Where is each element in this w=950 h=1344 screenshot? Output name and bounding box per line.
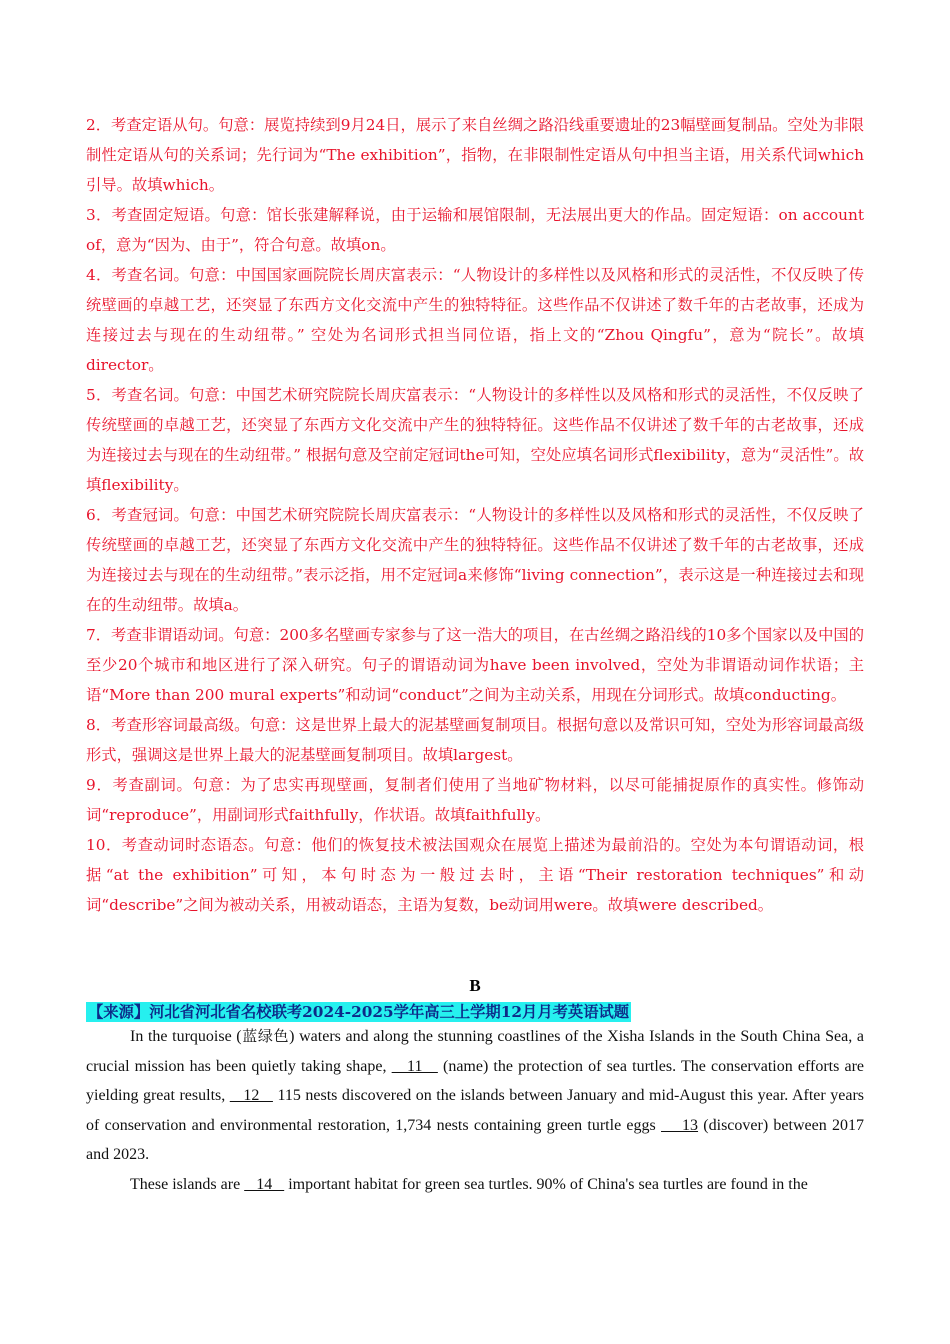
section-title: B <box>469 976 481 995</box>
answer-item: 8．考查形容词最高级。句意：这是世界上最大的泥基壁画复制项目。根据句意以及常识可知，空处为形容词最高级形式，强调这是世界上最大的泥基壁画复制项目。故填largest。 <box>86 716 864 764</box>
blank-12[interactable]: 12 <box>229 1087 273 1104</box>
blank-11[interactable]: 11 <box>391 1057 438 1075</box>
answer-item: 4．考查名词。句意：中国国家画院院长周庆富表示：“人物设计的多样性以及风格和形式的灵活性，不仅反映了传统壁画的卓越工艺，还突显了东西方文化交流中产生的独特特征。这些作品不仅讲述了数千年的古老故事，还成为连接过去与现在的生动纽带。” 空处为名词形式担当同位语，指上文的“Zhou Qingfu”，意为“院长”。故填director。 <box>86 266 864 374</box>
answer-item: 5．考查名词。句意：中国艺术研究院院长周庆富表示：“人物设计的多样性以及风格和形式的灵活性，不仅反映了传统壁画的卓越工艺，还突显了东西方文化交流中产生的独特特征。这些作品不仅讲述了数千年的古老故事，还成为连接过去与现在的生动纽带。” 根据句意及空前定冠词the可知，空处应填名词形式flexibility，意为“灵活性”。故填flexibility。 <box>86 386 864 494</box>
passage-text: These islands are <box>130 1175 245 1193</box>
answer-explanations <box>86 110 864 920</box>
answer-item: 3．考查固定短语。句意：馆长张建解释说，由于运输和展馆限制，无法展出更大的作品。固定短语：on account of，意为“因为、由于”，符合句意。故填on。 <box>86 206 864 254</box>
passage-paragraph <box>86 1170 864 1200</box>
passage-text: ) waters and along the stunning coastlines of the Xisha Islands in the South China Sea, a crucial mission has been quietly taking shape, <box>86 1028 864 1075</box>
passage-gloss: 蓝绿色 <box>241 1027 290 1045</box>
passage-text: important habitat for green sea turtles. 90% of China's sea turtles are found in the <box>284 1175 808 1193</box>
passage-text: (name) the protection of sea turtles. The conservation efforts are yielding great results, <box>86 1057 865 1104</box>
blank-13[interactable]: 13 <box>661 1116 699 1134</box>
blank-14[interactable]: 14 <box>244 1175 285 1193</box>
passage-text: 115 nests discovered on the islands between January and mid-August this year. After years of conservation and environmental restoration, 1,734 nests containing green turtle eggs <box>86 1087 864 1134</box>
answer-item: 7．考查非谓语动词。句意：200多名壁画专家参与了这一浩大的项目，在古丝绸之路沿线的10多个国家以及中国的至少20个城市和地区进行了深入研究。句子的谓语动词为have been involved，空处为非谓语动词作状语；主语“More than 200 mural experts”和动词“conduct”之间为主动关系，用现在分词形式。故填conducting。 <box>86 626 864 704</box>
passage-text: In the turquoise ( <box>130 1028 242 1045</box>
answer-item: 9．考查副词。句意：为了忠实再现壁画，复制者们使用了当地矿物材料，以尽可能捕捉原作的真实性。修饰动词“reproduce”，用副词形式faithfully，作状语。故填faithfully。 <box>86 776 864 824</box>
answer-item: 10．考查动词时态语态。句意：他们的恢复技术被法国观众在展览上描述为最前沿的。空处为本句谓语动词，根据“at the exhibition”可知，本句时态为一般过去时，主语“Their restoration techniques”和动词“describe”之间为被动关系，用被动语态，主语为复数，be动词用were。故填were described。 <box>86 836 864 914</box>
passage-text: (discover) between 2017 and 2023. <box>86 1116 864 1163</box>
source-line <box>86 1002 864 1022</box>
answer-item: 6．考查冠词。句意：中国艺术研究院院长周庆富表示：“人物设计的多样性以及风格和形式的灵活性，不仅反映了传统壁画的卓越工艺，还突显了东西方文化交流中产生的独特特征。这些作品不仅讲述了数千年的古老故事，还成为连接过去与现在的生动纽带。”表示泛指，用不定冠词a来修饰“living connection”，表示这是一种连接过去和现在的生动纽带。故填a。 <box>86 506 864 614</box>
source-label: 【来源】河北省河北省名校联考2024-2025学年高三上学期12月月考英语试题 <box>88 1003 630 1021</box>
passage-paragraph <box>86 1022 864 1170</box>
document-page <box>86 110 864 1199</box>
answer-item: 2．考查定语从句。句意：展览持续到9月24日，展示了来自丝绸之路沿线重要遗址的23幅壁画复制品。空处为非限制性定语从句的关系词；先行词为“The exhibition”，指物，在非限制性定语从句中担当主语，用关系代词which引导。故填which。 <box>86 116 864 194</box>
